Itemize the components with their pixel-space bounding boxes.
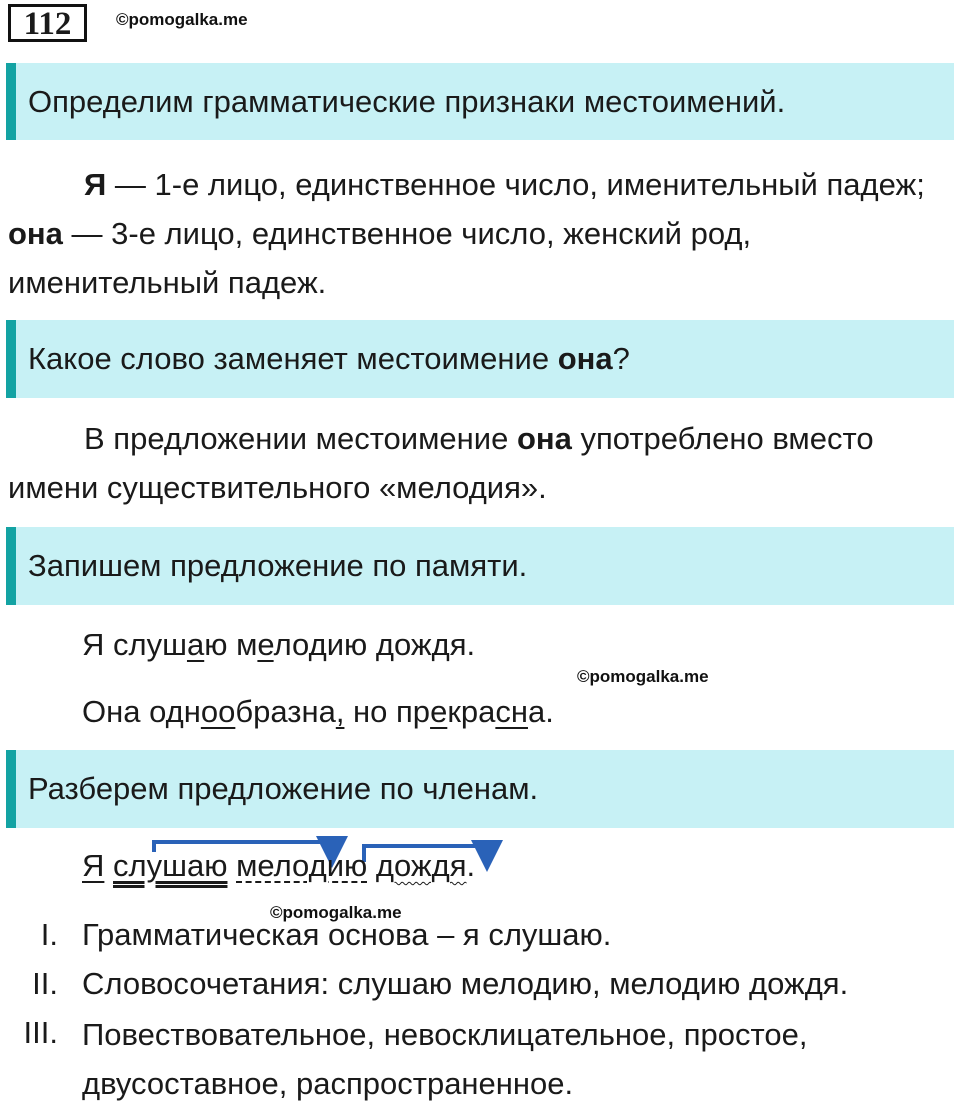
memory-sentence-2: Она однообразна, но прекрасна.: [82, 694, 554, 729]
parsed-sentence: Я слушаю мелодию дождя.: [82, 848, 476, 883]
heading-text: Какое слово заменяет местоимение она?: [28, 341, 630, 376]
pronoun-ona: она: [8, 216, 63, 251]
list-item-phrases: Словосочетания: слушаю мелодию, мелодию дождя.: [82, 966, 849, 1001]
watermark-middle: ©pomogalka.me: [577, 667, 709, 686]
list-numeral-1: I.: [40, 917, 58, 952]
object: мелодию: [236, 848, 368, 883]
heading-text: Запишем предложение по памяти.: [28, 548, 528, 583]
pronoun-ya: Я: [84, 167, 107, 202]
watermark-top: ©pomogalka.me: [116, 10, 248, 29]
ya-features: — 1-е лицо, единственное число, именительный падеж;: [106, 167, 925, 202]
replacement-paragraph: В предложении местоимение она употреблено вместо имени существительного «мелодия».: [8, 421, 874, 505]
list-numeral-3: III.: [23, 1015, 58, 1050]
memory-sentence-1: Я слушаю мелодию дождя.: [82, 627, 476, 662]
exercise-number: 112: [8, 4, 87, 42]
watermark-bottom: ©pomogalka.me: [270, 903, 402, 922]
predicate: слушаю: [113, 848, 228, 883]
list-item-grammar-basis: Грамматическая основа – я слушаю.: [82, 917, 612, 952]
list-item-characteristics: Повествовательное, невосклицательное, простое, двусоставное, распространенное.: [82, 1017, 808, 1101]
ona-features: — 3-е лицо, единственное число, женский род, именительный падеж.: [8, 216, 752, 300]
heading-text: Определим грамматические признаки местоимений.: [28, 83, 786, 119]
attribute: дождя: [375, 848, 467, 883]
list-numeral-2: II.: [32, 966, 58, 1001]
heading-text: Разберем предложение по членам.: [28, 771, 539, 806]
pronoun-ona: она: [516, 421, 572, 456]
subject: Я: [82, 848, 105, 883]
